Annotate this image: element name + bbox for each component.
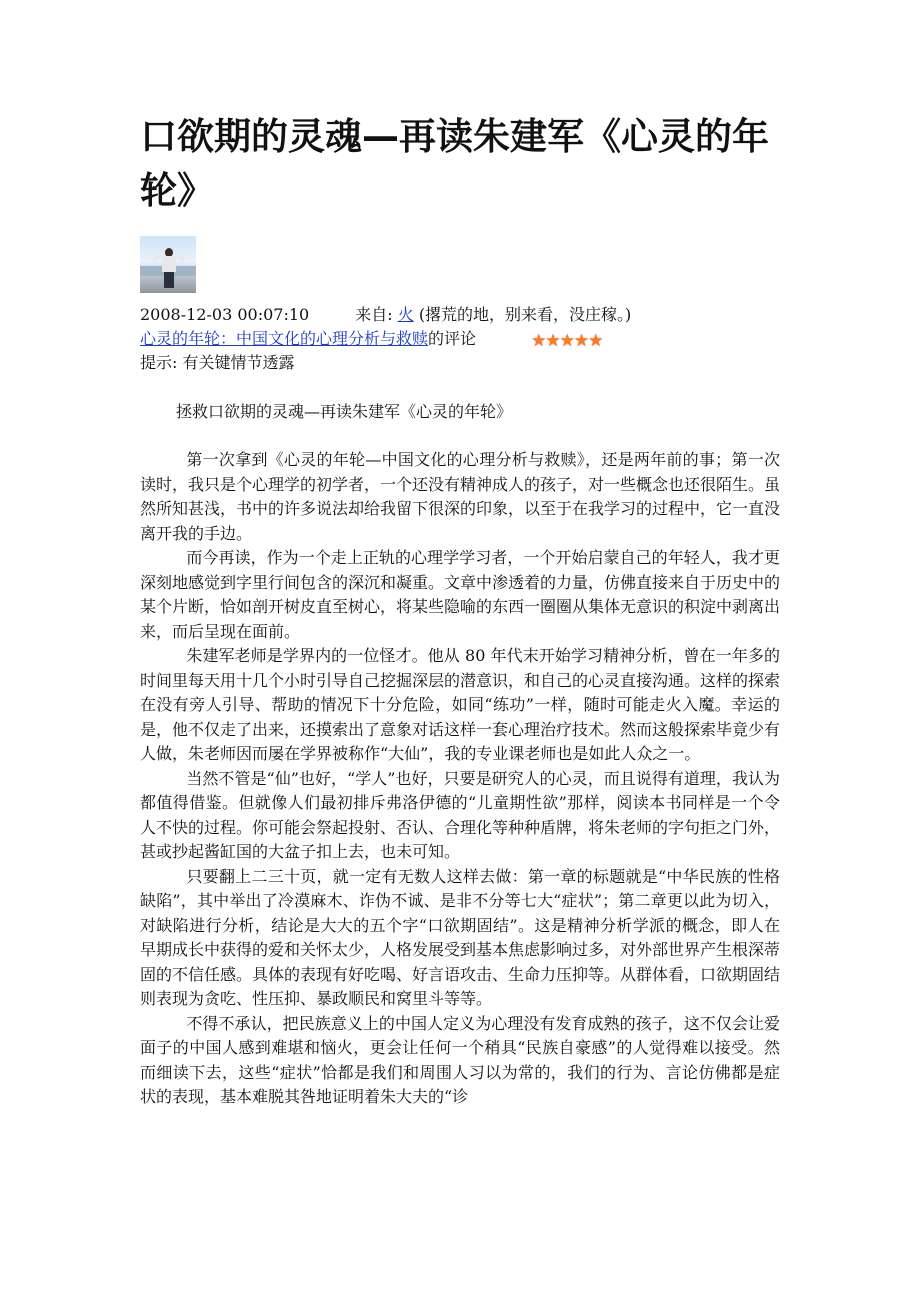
article-body <box>140 448 780 1110</box>
article-paragraph: 朱建军老师是学界内的一位怪才。他从 80 年代末开始学习精神分析，曾在一年多的时间里每天用十几个小时引导自己挖掘深层的潜意识，和自己的心灵直接沟通。这样的探索在没有旁人引导、帮助的情况下十分危险，如同“练功”一样，随时可能走火入魔。幸运的是，他不仅走了出来，还摸索出了意象对话这样一套心理治疗技术。然而这般探索毕竟少有人做，朱老师因而屡在学界被称作“大仙”，我的专业课老师也是如此人众之一。 <box>140 646 781 763</box>
avatar-figure-body <box>162 256 176 272</box>
from-label: 来自: <box>355 305 393 324</box>
book-link[interactable]: 心灵的年轮：中国文化的心理分析与救赎 <box>140 329 429 348</box>
article-paragraph: 当然不管是“仙”也好，“学人”也好，只要是研究人的心灵，而且说得有道理，我认为都值得借鉴。但就像人们最初排斥弗洛伊德的“儿童期性欲”那样，阅读本书同样是一个令人不快的过程。你可能会祭起投射、否认、合理化等种种盾牌，将朱老师的字句拒之门外，甚或抄起酱缸国的大盆子扣上去，也未可知。 <box>140 768 781 861</box>
article-paragraph: 只要翻上二三十页，就一定有无数人这样去做：第一章的标题就是“中华民族的性格缺陷”，其中举出了冷漠麻木、诈伪不诚、是非不分等七大“症状”；第二章更以此为切入，对缺陷进行分析，结论是大大的五个字“口欲期固结”。这是精神分析学派的概念，即人在早期成长中获得的爱和关怀太少，人格发展受到基本焦虑影响过多，对外部世界产生根深蒂固的不信任感。具体的表现有好吃喝、好言语攻击、生命力压抑等。从群体看，口欲期固结则表现为贪吃、性压抑、暴政顺民和窝里斗等等。 <box>140 866 781 1008</box>
rating-stars <box>531 329 602 353</box>
spoiler-hint: 提示: 有关键情节透露 <box>140 353 295 372</box>
review-suffix: 的评论 <box>428 329 477 348</box>
article-subtitle: 拯救口欲期的灵魂—再读朱建军《心灵的年轮》 <box>176 402 513 421</box>
star-icon: ★★★★★ <box>531 331 603 351</box>
author-note: (撂荒的地，别来看，没庄稼。) <box>418 305 632 324</box>
book-line <box>140 327 840 353</box>
article-paragraph: 不得不承认，把民族意义上的中国人定义为心理没有发育成熟的孩子，这不仅会让爱面子的中国人感到难堪和恼火，更会让任何一个稍具“民族自豪感”的人觉得难以接受。然而细读下去，这些“症状”恰都是我们和周围人习以为常的，我们的行为、言论仿佛都是症状的表现，基本难脱其咎地证明着朱大夫的“诊 <box>140 1013 780 1106</box>
author-link[interactable]: 火 <box>397 305 414 324</box>
avatar-figure-arm <box>175 254 185 261</box>
review-datetime: 2008-12-03 00:07:10 <box>140 305 310 324</box>
article-paragraph: 第一次拿到《心灵的年轮—中国文化的心理分析与救赎》，还是两年前的事；第一次读时，我只是个心理学的初学者，一个还没有精神成人的孩子，对一些概念也还很陌生。虽然所知甚浅，书中的许多说法却给我留下很深的印象，以至于在我学习的过程中，它一直没离开我的手边。 <box>140 450 781 543</box>
avatar-figure-legs <box>164 272 174 288</box>
review-meta-line <box>140 303 840 327</box>
page-title: 口欲期的灵魂—再读朱建军《心灵的年轮》 <box>140 115 769 212</box>
article-paragraph: 而今再读，作为一个走上正轨的心理学学习者，一个开始启蒙自己的年轻人，我才更深刻地感觉到字里行间包含的深沉和凝重。文章中渗透着的力量，仿佛直接来自于历史中的某个片断，恰如剖开树皮直至树心，将某些隐喻的东西一圈圈从集体无意识的积淀中剥离出来，而后呈现在面前。 <box>140 548 781 641</box>
avatar[interactable] <box>140 236 196 293</box>
